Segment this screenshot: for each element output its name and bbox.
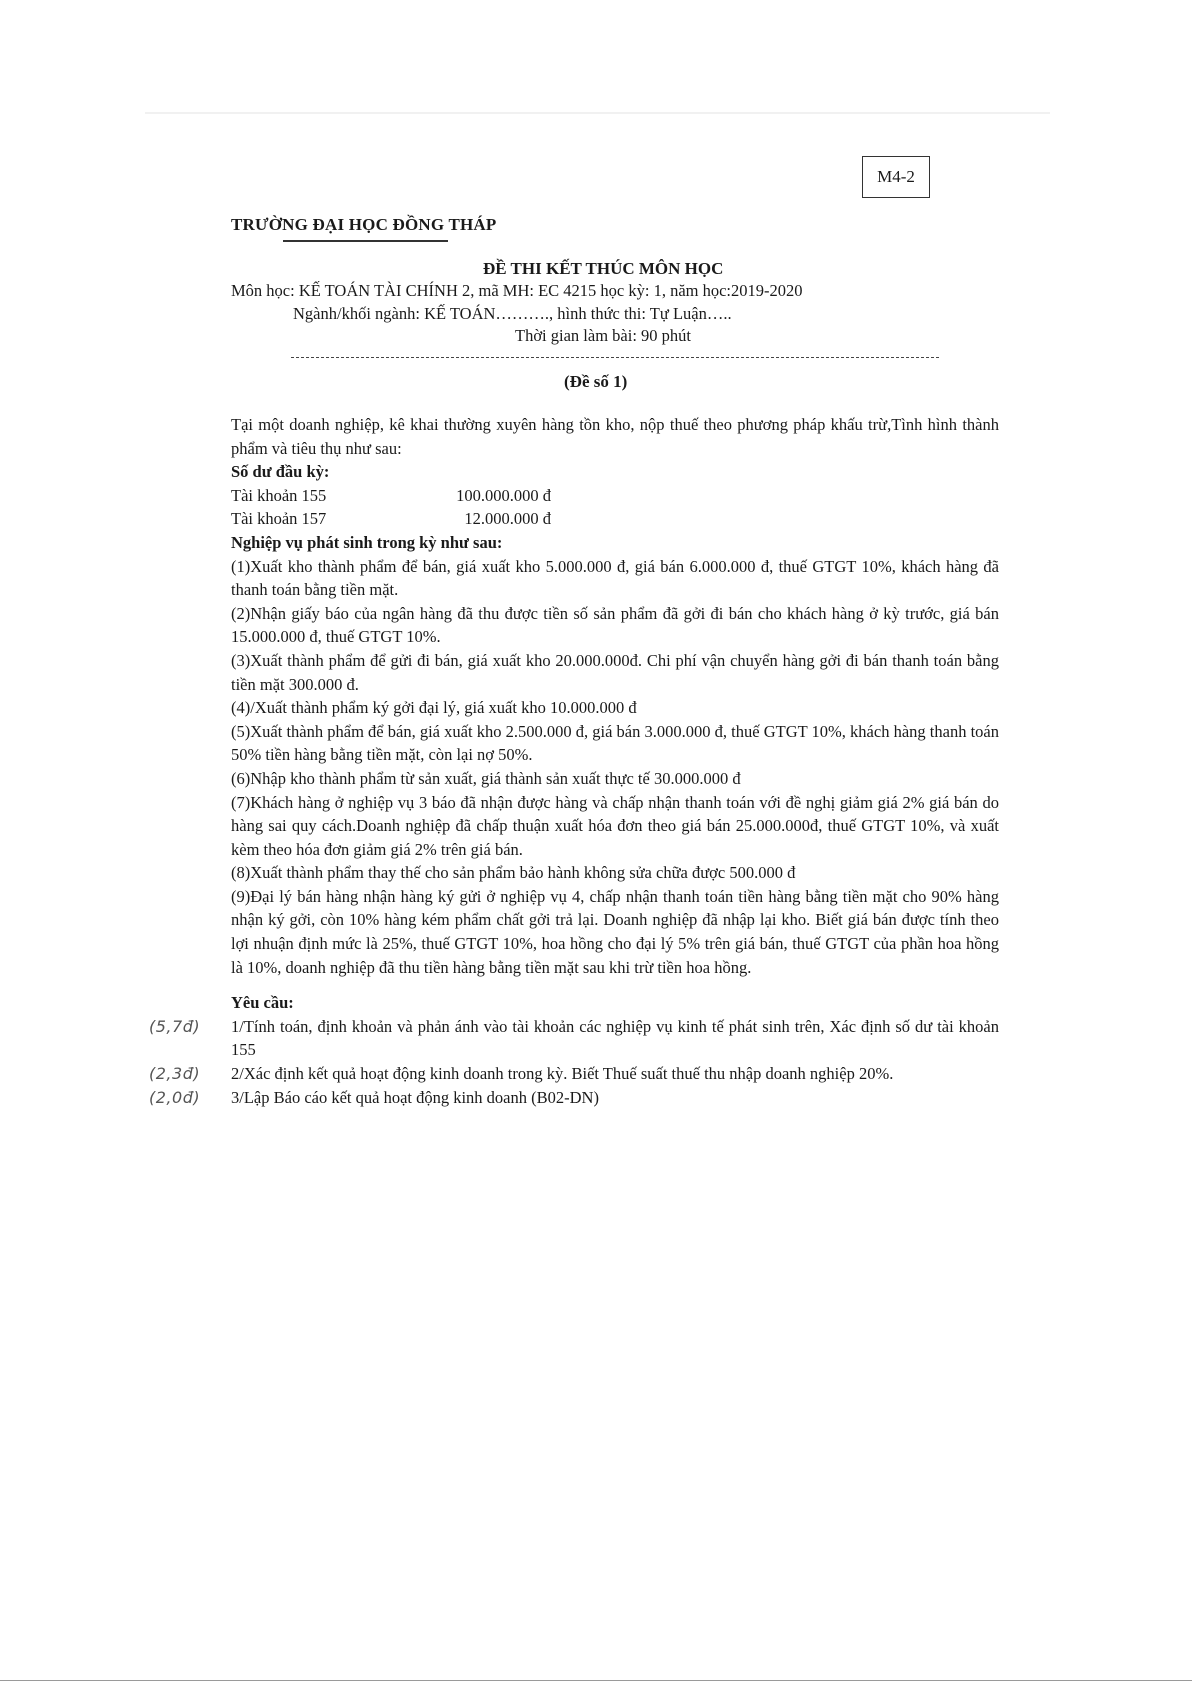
requirement-text: 2/Xác định kết quả hoạt động kinh doanh trong kỳ. Biết Thuế suất thuế thu nhập doanh nghiệp 20%. xyxy=(231,1064,894,1084)
balance-row xyxy=(231,484,999,508)
handwritten-score-note: (5,7đ) xyxy=(149,1016,201,1036)
transaction-item: (8)Xuất thành phẩm thay thế cho sản phẩm bảo hành không sửa chữa được 500.000 đ xyxy=(231,863,796,883)
school-name: TRƯỜNG ĐẠI HỌC ĐỒNG THÁP xyxy=(231,215,497,234)
transaction-item: (6)Nhập kho thành phẩm từ sản xuất, giá thành sản xuất thực tế 30.000.000 đ xyxy=(231,768,741,788)
major-line: Ngành/khối ngành: KẾ TOÁN………., hình thức thi: Tự Luận….. xyxy=(293,304,732,323)
transaction-item: (4)/Xuất thành phẩm ký gởi đại lý, giá xuất kho 10.000.000 đ xyxy=(231,698,637,718)
exam-title: ĐỀ THI KẾT THÚC MÔN HỌC xyxy=(483,259,724,278)
page-bottom-rule xyxy=(0,1680,1192,1681)
exam-code-box: M4-2 xyxy=(862,156,930,198)
handwritten-score-note: (2,0đ) xyxy=(149,1087,201,1107)
transaction-item: (3)Xuất thành phẩm để gửi đi bán, giá xuất kho 20.000.000đ. Chi phí vận chuyển hàng gởi đi bán thanh toán bằng tiền mặt 300.000 đ. xyxy=(231,650,999,694)
paper-edge xyxy=(145,112,1050,114)
exam-body xyxy=(149,413,999,1109)
subject-line: Môn học: KẾ TOÁN TÀI CHÍNH 2, mã MH: EC 4215 học kỳ: 1, năm học:2019-2020 xyxy=(231,281,803,300)
requirements-heading: Yêu cầu: xyxy=(231,993,294,1013)
dashed-divider xyxy=(291,357,939,358)
transaction-item: (7)Khách hàng ở nghiệp vụ 3 báo đã nhận được hàng và chấp nhận thanh toán với đề nghị giảm giá 2% giá bán do hàng sai quy cách.Doanh nghiệp đã chấp thuận xuất hóa đơn theo giá bán 25.000.000đ, thuế GTGT 10%, và xuất kèm theo hóa đơn giảm giá 2% trên giá bán. xyxy=(231,792,999,859)
balance-row xyxy=(231,507,999,531)
transaction-item: (2)Nhận giấy báo của ngân hàng đã thu được tiền số sản phẩm đã gởi đi bán cho khách hàng ở kỳ trước, giá bán 15.000.000 đ, thuế GTGT 10%. xyxy=(231,603,999,647)
transaction-item: (9)Đại lý bán hàng nhận hàng ký gửi ở nghiệp vụ 4, chấp nhận thanh toán tiền hàng bằng tiền mặt cho 90% hàng nhận ký gởi, còn 10% hàng kém phẩm chất gởi trả lại. Doanh nghiệp đã nhập lại kho. Biết giá bán được tính theo lợi nhuận định mức là 25%, thuế GTGT 10%, hoa hồng cho đại lý 5% trên giá bán, thuế GTGT của phần hoa hồng là 10%, doanh nghiệp đã thu tiền hàng bằng tiền mặt sau khi trừ tiền hoa hồng. xyxy=(231,886,999,977)
requirement-item xyxy=(149,1015,999,1062)
balance-amount: 100.000.000 đ xyxy=(456,485,551,505)
balance-account: Tài khoản 157 xyxy=(231,509,327,529)
time-line: Thời gian làm bài: 90 phút xyxy=(515,326,691,345)
school-underline xyxy=(283,240,448,242)
handwritten-score-note: (2,3đ) xyxy=(149,1064,201,1084)
requirement-item xyxy=(149,1086,999,1110)
transactions-heading: Nghiệp vụ phát sinh trong kỳ như sau: xyxy=(231,532,503,552)
balance-account: Tài khoản 155 xyxy=(231,485,327,505)
balance-amount: 12.000.000 đ xyxy=(464,509,551,529)
opening-balance-heading: Số dư đầu kỳ: xyxy=(231,462,330,482)
requirement-item xyxy=(149,1062,999,1086)
requirement-text: 1/Tính toán, định khoản và phản ánh vào tài khoản các nghiệp vụ kinh tế phát sinh trên, Xác định số dư tài khoản 155 xyxy=(231,1016,999,1060)
exam-number: (Đề số 1) xyxy=(564,372,628,391)
intro-paragraph: Tại một doanh nghiệp, kê khai thường xuyên hàng tồn kho, nộp thuế theo phương pháp khấu trừ,Tình hình thành phẩm và tiêu thụ như sau: xyxy=(231,415,999,458)
requirement-text: 3/Lập Báo cáo kết quả hoạt động kinh doanh (B02-DN) xyxy=(231,1087,599,1107)
transaction-item: (1)Xuất kho thành phẩm để bán, giá xuất kho 5.000.000 đ, giá bán 6.000.000 đ, thuế GTGT 10%, khách hàng đã thanh toán bằng tiền mặt. xyxy=(231,556,999,600)
transaction-item: (5)Xuất thành phẩm để bán, giá xuất kho 2.500.000 đ, giá bán 3.000.000 đ, thuế GTGT 10%, khách hàng thanh toán 50% tiền hàng bằng tiền mặt, còn lại nợ 50%. xyxy=(231,721,999,765)
